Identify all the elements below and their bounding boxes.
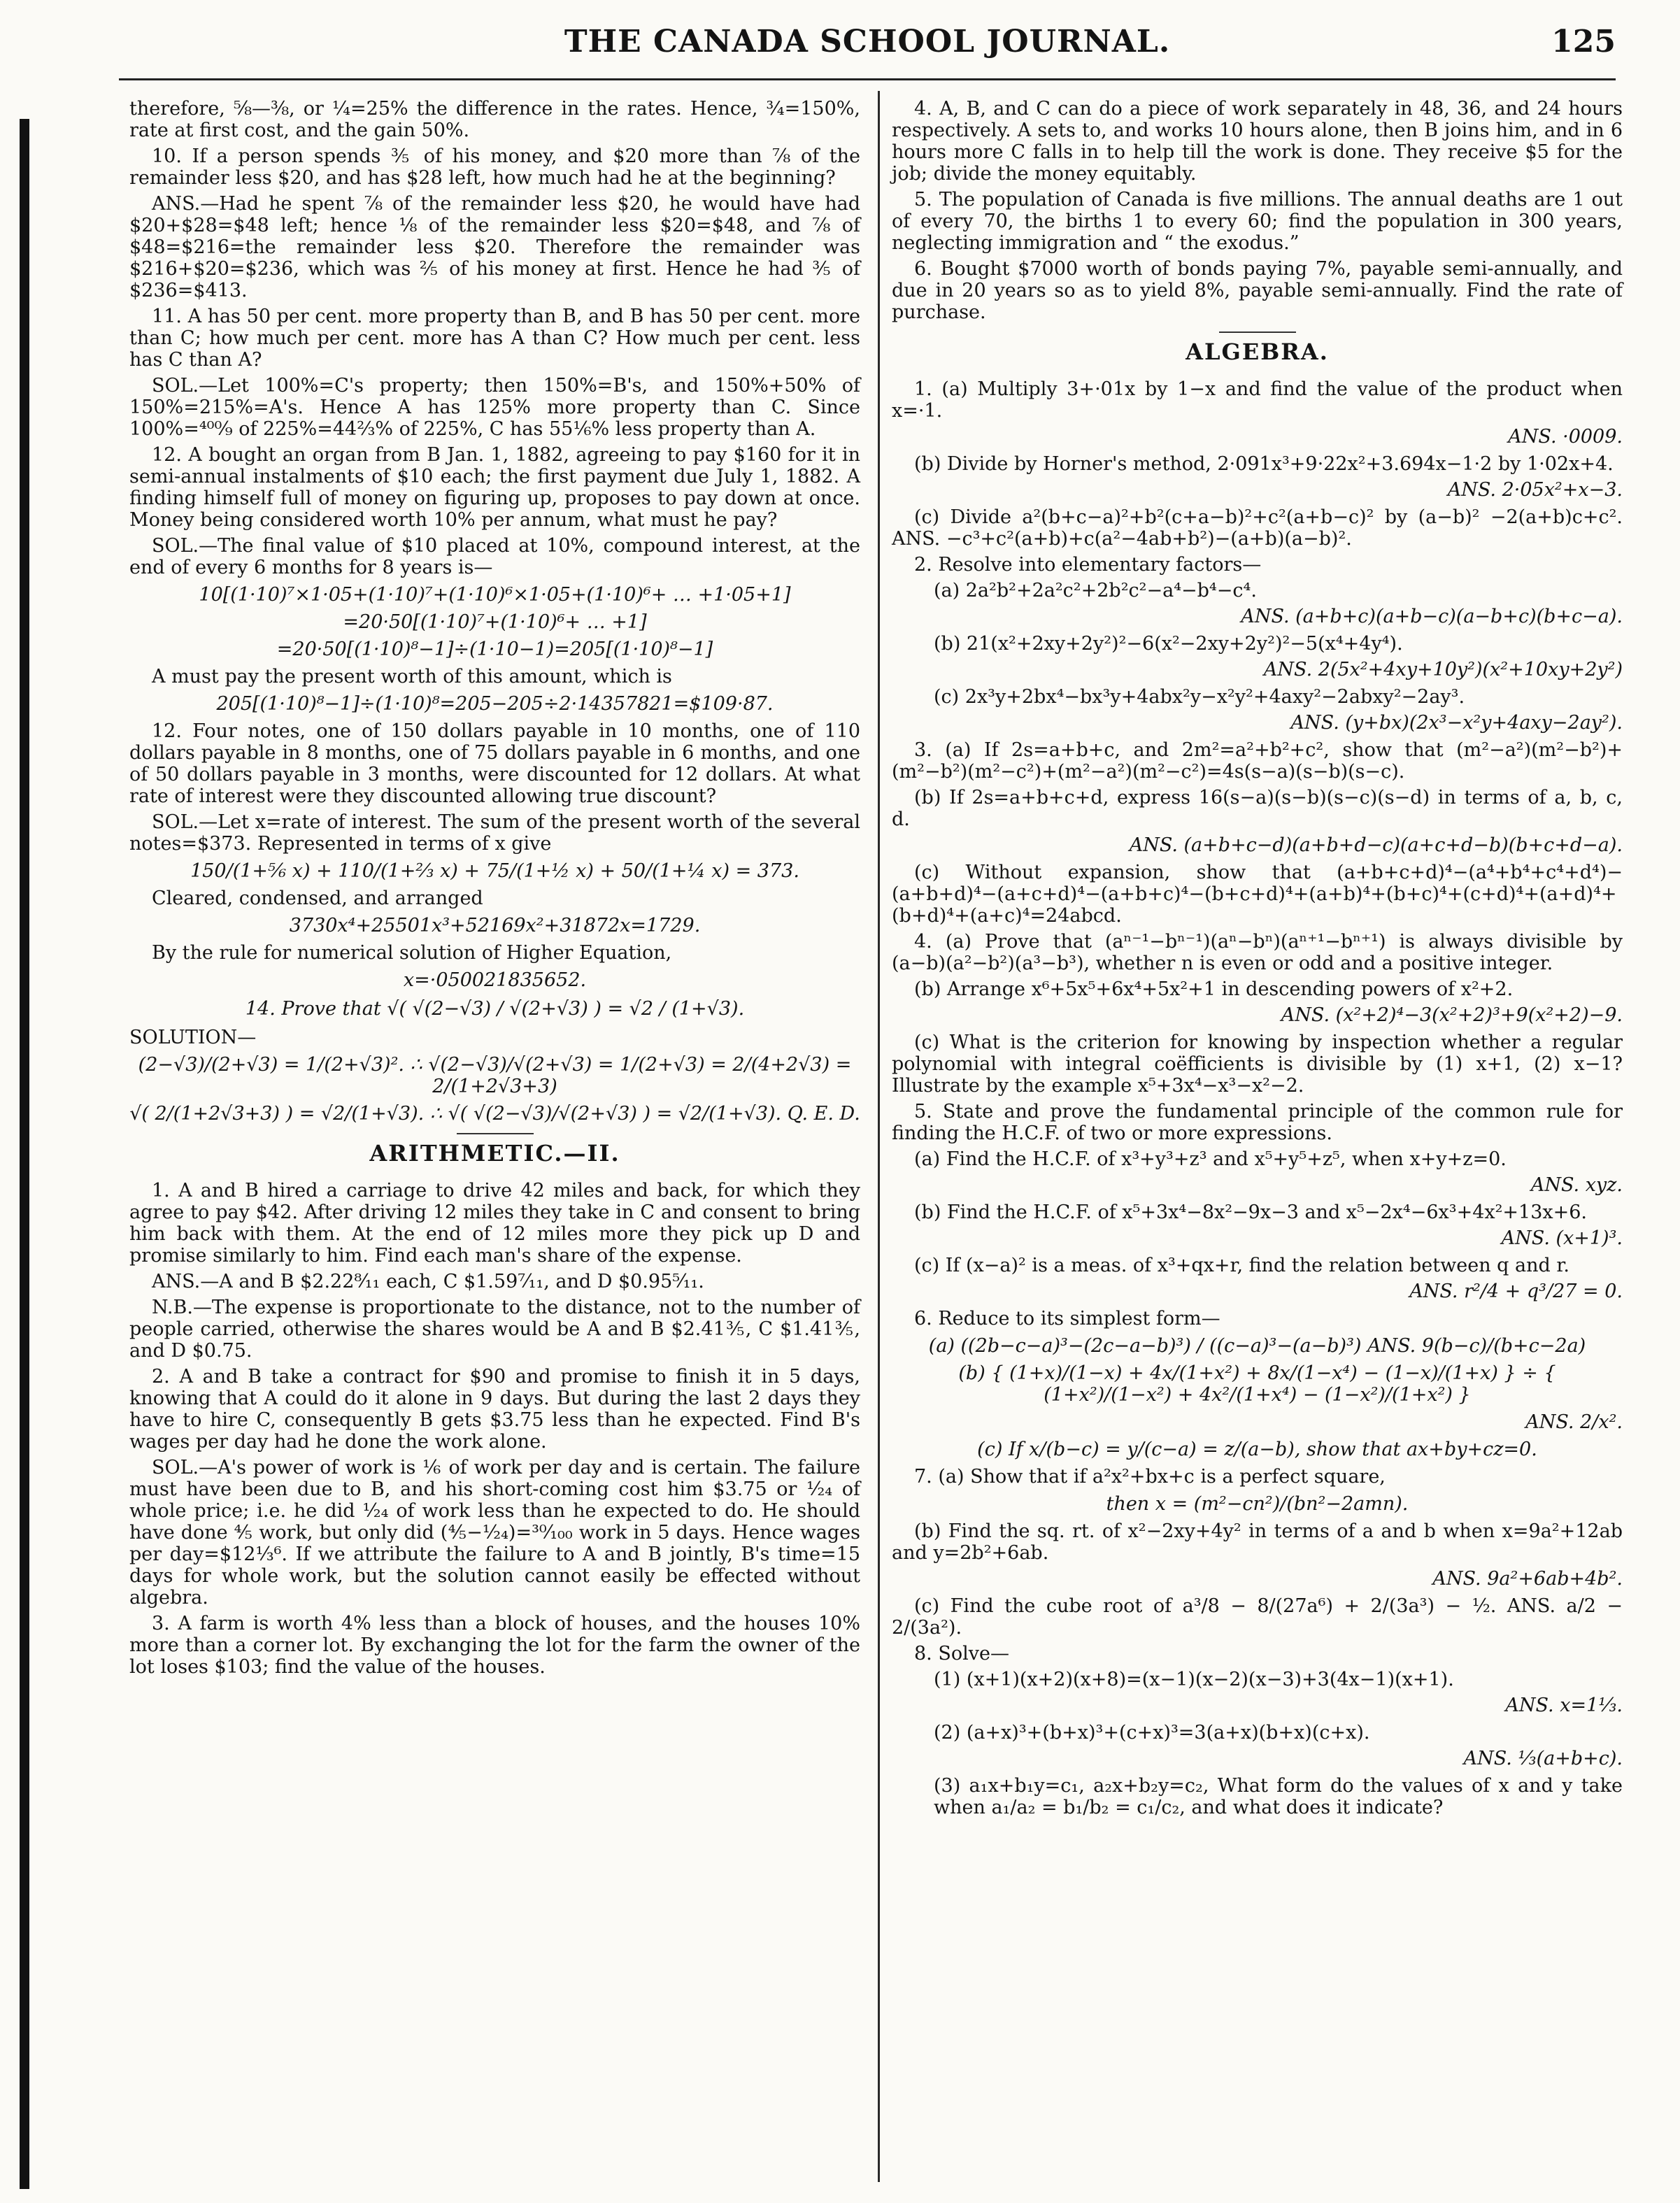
algebra-item: 6. Reduce to its simplest form—	[914, 1308, 1220, 1329]
equation-line: x=·050021835652.	[403, 969, 587, 991]
algebra-equation: (c) If x/(b−c) = y/(c−a) = z/(a−b), show that ax+by+cz=0.	[977, 1439, 1537, 1460]
algebra-item: (3) a₁x+b₁y=c₁, a₂x+b₂y=c₂, What form do the values of x and y take when a₁/a₂ = b₁/b₂ = c₁/c₂, and what does it indicate?	[934, 1775, 1623, 1818]
algebra-equation: then x = (m²−cn²)/(bn²−2amn).	[1106, 1493, 1409, 1515]
algebra-answer: ANS. (x²+2)⁴−3(x²+2)³+9(x²+2)−9.	[1281, 1004, 1623, 1026]
paragraph: Cleared, condensed, and arranged	[152, 887, 483, 909]
solution-12: SOL.—The final value of $10 placed at 10%, compound interest, at the end of every 6 months for 8 years is—	[129, 535, 860, 578]
binding-edge	[20, 119, 29, 2189]
equation-line: =20·50[(1·10)⁸−1]÷(1·10−1)=205[(1·10)⁸−1]	[276, 639, 713, 660]
arith-problem-6: 6. Bought $7000 worth of bonds paying 7%, payable semi-annually, and due in 20 years so as to yield 8%, payable semi-annually. Find the rate of purchase.	[892, 258, 1623, 323]
algebra-answer: ANS. ·0009.	[1508, 426, 1623, 448]
algebra-item: (b) Find the H.C.F. of x⁵+3x⁴−8x²−9x−3 and x⁵−2x⁴−6x³+4x²+13x+6.	[914, 1202, 1588, 1223]
left-column	[129, 98, 860, 1682]
algebra-answer: ANS. 2(5x²+4xy+10y²)(x²+10xy+2y²)	[1263, 659, 1623, 680]
equation-line: 150/(1+⅚ x) + 110/(1+⅔ x) + 75/(1+½ x) + 50/(1+¼ x) = 373.	[190, 860, 799, 882]
algebra-item: (b) Find the sq. rt. of x²−2xy+4y² in terms of a and b when x=9a²+12ab and y=2b²+6ab.	[892, 1520, 1623, 1564]
equation-line: 10[(1·10)⁷×1·05+(1·10)⁷+(1·10)⁶×1·05+(1·10)⁶+ … +1·05+1]	[199, 584, 791, 606]
algebra-item: (1) (x+1)(x+2)(x+8)=(x−1)(x−2)(x−3)+3(4x−1)(x+1).	[934, 1669, 1454, 1690]
arith-problem-2: 2. A and B take a contract for $90 and promise to finish it in 5 days, knowing that A could do it alone in 9 days. But during the last 2 days they have to hire C, consequently B gets $3.75 less than he expected. Find B's wages per day had he done the work alone.	[129, 1366, 860, 1453]
algebra-equation: (b) { (1+x)/(1−x) + 4x/(1+x²) + 8x/(1−x⁴) − (1−x)/(1+x) } ÷ { (1+x²)/(1−x²) + 4x²/(1+x⁴) − (1−x²)/(1+x²) }	[958, 1362, 1556, 1406]
algebra-item: 5. State and prove the fundamental principle of the common rule for finding the H.C.F. of two or more expressions.	[892, 1101, 1623, 1144]
algebra-item: (b) Divide by Horner's method, 2·091x³+9·22x²+3.694x−1·2 by 1·02x+4.	[914, 453, 1614, 475]
right-column	[892, 98, 1623, 1823]
algebra-item: 3. (a) If 2s=a+b+c, and 2m²=a²+b²+c², show that (m²−a²)(m²−b²)+(m²−b²)(m²−c²)+(m²−a²)(m²−c²)=4s(s−a)(s−b)(s−c).	[892, 739, 1623, 783]
algebra-item: (c) Find the cube root of a³/8 − 8/(27a⁶) + 2/(3a³) − ½. ANS. a/2 − 2/(3a²).	[892, 1595, 1623, 1639]
arith-problem-4: 4. A, B, and C can do a piece of work separately in 48, 36, and 24 hours respectively. A sets to, and works 10 hours alone, then B joins him, and in 6 hours more C falls in to help till the work is done. They receive $5 for the job; divide the money equitably.	[892, 98, 1623, 185]
algebra-equation: (a) ((2b−c−a)³−(2c−a−b)³) / ((c−a)³−(a−b)³) ANS. 9(b−c)/(b+c−2a)	[928, 1335, 1586, 1357]
algebra-answer: ANS. xyz.	[1530, 1174, 1623, 1196]
equation-line: =20·50[(1·10)⁷+(1·10)⁶+ … +1]	[343, 611, 647, 633]
algebra-item: (b) 21(x²+2xy+2y²)²−6(x²−2xy+2y²)²−5(x⁴+4y⁴).	[934, 633, 1403, 655]
equation-line: 3730x⁴+25501x³+52169x²+31872x=1729.	[289, 915, 701, 936]
equation-line: 205[(1·10)⁸−1]÷(1·10)⁸=205−205÷2·14357821=$109·87.	[216, 693, 774, 715]
algebra-answer: ANS. ⅓(a+b+c).	[1463, 1748, 1623, 1769]
algebra-answer: ANS. (a+b+c)(a+b−c)(a−b+c)(b+c−a).	[1241, 606, 1623, 627]
section-heading-algebra: ALGEBRA.	[892, 341, 1623, 363]
algebra-item: (b) If 2s=a+b+c+d, express 16(s−a)(s−b)(s−c)(s−d) in terms of a, b, c, d.	[892, 787, 1623, 830]
answer-10: ANS.—Had he spent ⅞ of the remainder less $20, he would have had $20+$28=$48 left; hence ⅛ of the remainder less $20=$48, and ⅞ of $48=$216=the remainder less $20. Therefore the remainder was $216+$20=$236, which was ⅖ of his money at first. Hence he had ⅗ of $236=$413.	[129, 193, 860, 301]
problem-10: 10. If a person spends ⅗ of his money, and $20 more than ⅞ of the remainder less $20, and has $28 left, how much had he at the beginning?	[129, 145, 860, 189]
problem-14: 14. Prove that √( √(2−√3) / √(2+√3) ) = √2 / (1+√3).	[245, 998, 745, 1020]
problem-12: 12. A bought an organ from B Jan. 1, 1882, agreeing to pay $160 for it in semi-annual instalments of $10 each; the first payment due July 1, 1882. A finding himself full of money on figuring up, proposes to pay down at once. Money being considered worth 10% per annum, what must he pay?	[129, 444, 860, 531]
algebra-answer: ANS. (a+b+c−d)(a+b+d−c)(a+c+d−b)(b+c+d−a).	[1129, 834, 1623, 856]
column-divider	[878, 91, 880, 2182]
solution-label: SOLUTION—	[129, 1027, 257, 1048]
header-rule	[119, 78, 1616, 80]
algebra-answer: ANS. 2·05x²+x−3.	[1447, 479, 1623, 501]
algebra-answer: ANS. 2/x².	[1525, 1411, 1623, 1433]
arith-problem-3: 3. A farm is worth 4% less than a block of houses, and the houses 10% more than a corner lot. By exchanging the lot for the farm the owner of the lot loses $103; find the value of the houses.	[129, 1613, 860, 1678]
algebra-item: (c) If (x−a)² is a meas. of x³+qx+r, find the relation between q and r.	[914, 1255, 1569, 1276]
equation-line: √( 2/(1+2√3+3) ) = √2/(1+√3). ∴ √( √(2−√3)/√(2+√3) ) = √2/(1+√3). Q. E. D.	[129, 1103, 860, 1125]
paragraph: A must pay the present worth of this amount, which is	[152, 666, 672, 687]
algebra-item: 2. Resolve into elementary factors—	[914, 554, 1262, 576]
equation-line: (2−√3)/(2+√3) = 1/(2+√3)². ∴ √(2−√3)/√(2+√3) = 1/(2+√3) = 2/(4+2√3) = 2/(1+2√3+3)	[138, 1054, 852, 1097]
algebra-item: (a) 2a²b²+2a²c²+2b²c²−a⁴−b⁴−c⁴.	[934, 580, 1257, 601]
problem-12b: 12. Four notes, one of 150 dollars payable in 10 months, one of 110 dollars payable in 8 months, one of 75 dollars payable in 6 months, and one of 50 dollars payable in 3 months, were discounted for 12 dollars. At what rate of interest were they discounted allowing true discount?	[129, 720, 860, 807]
algebra-item: 4. (a) Prove that (aⁿ⁻¹−bⁿ⁻¹)(aⁿ−bⁿ)(aⁿ⁺¹−bⁿ⁺¹) is always divisible by (a−b)(a²−b²)(a³−b³), whether n is even or odd and a positive integer.	[892, 931, 1623, 974]
arith-problem-1: 1. A and B hired a carriage to drive 42 miles and back, for which they agree to pay $42. After driving 12 miles they take in C and consent to bring him back with them. At the end of 12 miles more they pick up D and promise similarly to him. Find each man's share of the expense.	[129, 1180, 860, 1267]
algebra-answer: ANS. x=1⅓.	[1505, 1695, 1623, 1716]
algebra-answer: ANS. r²/4 + q³/27 = 0.	[1409, 1281, 1623, 1302]
paragraph: By the rule for numerical solution of Higher Equation,	[152, 942, 672, 964]
algebra-item: 1. (a) Multiply 3+·01x by 1−x and find the value of the product when x=·1.	[892, 378, 1623, 422]
solution-11: SOL.—Let 100%=C's property; then 150%=B's, and 150%+50% of 150%=215%=A's. Hence A has 125% more property than C. Since 100%=⁴⁰⁰⁄₉ of 225%=44⅔% of 225%, C has 55⅙% less property than A.	[129, 375, 860, 440]
algebra-item: 7. (a) Show that if a²x²+bx+c is a perfect square,	[914, 1466, 1386, 1488]
solution-12b: SOL.—Let x=rate of interest. The sum of the present worth of the several notes=$373. Represented in terms of x give	[129, 811, 860, 855]
algebra-answer: ANS. (y+bx)(2x³−x²y+4axy−2ay²).	[1290, 712, 1623, 734]
algebra-item: (c) 2x³y+2bx⁴−bx³y+4abx²y−x²y²+4axy²−2abxy²−2ay³.	[934, 686, 1465, 708]
journal-title: THE CANADA SCHOOL JOURNAL.	[564, 24, 1171, 59]
arith-problem-5: 5. The population of Canada is five millions. The annual deaths are 1 out of every 70, the births 1 to every 60; find the population in 300 years, neglecting immigration and “ the exodus.”	[892, 189, 1623, 254]
arith-answer-1: ANS.—A and B $2.22⁸⁄₁₁ each, C $1.59⁷⁄₁₁, and D $0.95⁵⁄₁₁.	[152, 1271, 704, 1292]
algebra-answer: ANS. 9a²+6ab+4b².	[1432, 1568, 1623, 1590]
arith-solution-2: SOL.—A's power of work is ⅙ of work per day and is certain. The failure must have been due to B, and his short-coming cost him $3.75 or ¹⁄₂₄ of whole price; i.e. he did ¹⁄₂₄ of work less than he expected to do. He should have done ⅘ work, but only did (⅘−¹⁄₂₄)=³⁰⁄₁₀₀ work in 5 days. Hence wages per day=$12⅓⁶. If we attribute the failure to A and B jointly, B's time=15 days for whole work, but the solution cannot easily be effected without algebra.	[129, 1457, 860, 1609]
arith-note: N.B.—The expense is proportionate to the distance, not to the number of people carried, otherwise the shares would be A and B $2.41⅗, C $1.41⅗, and D $0.75.	[129, 1297, 860, 1362]
algebra-item: (a) Find the H.C.F. of x³+y³+z³ and x⁵+y⁵+z⁵, when x+y+z=0.	[914, 1148, 1507, 1170]
paragraph: therefore, ⅝—⅜, or ¼=25% the difference in the rates. Hence, ¾=150%, rate at first cost, and the gain 50%.	[129, 98, 860, 141]
algebra-item: (c) Without expansion, show that (a+b+c+d)⁴−(a⁴+b⁴+c⁴+d⁴)−(a+b+d)⁴−(a+c+d)⁴−(a+b+c)⁴−(b+c+d)⁴+(a+b)⁴+(b+c)⁴+(c+d)⁴+(a+d)⁴+(b+d)⁴+(a+c)⁴=24abcd.	[892, 862, 1623, 927]
problem-11: 11. A has 50 per cent. more property than B, and B has 50 per cent. more than C; how much per cent. more has A than C? How much per cent. less has C than A?	[129, 306, 860, 371]
section-heading-arithmetic: ARITHMETIC.—II.	[129, 1143, 860, 1164]
algebra-item: 8. Solve—	[914, 1643, 1009, 1664]
page-number: 125	[1551, 24, 1616, 59]
algebra-item: (b) Arrange x⁶+5x⁵+6x⁴+5x²+1 in descending powers of x²+2.	[914, 978, 1514, 1000]
algebra-item: (c) Divide a²(b+c−a)²+b²(c+a−b)²+c²(a+b−c)² by (a−b)² −2(a+b)c+c². ANS. −c³+c²(a+b)+c(a²−4ab+b²)−(a+b)(a−b)².	[892, 506, 1623, 550]
algebra-answer: ANS. (x+1)³.	[1501, 1227, 1623, 1249]
algebra-item: (c) What is the criterion for knowing by inspection whether a regular polynomial with integral coëfficients is divisible by (1) x+1, (2) x−1? Illustrate by the example x⁵+3x⁴−x³−x²−2.	[892, 1032, 1623, 1097]
algebra-item: (2) (a+x)³+(b+x)³+(c+x)³=3(a+x)(b+x)(c+x).	[934, 1722, 1370, 1744]
page-header	[119, 17, 1616, 73]
